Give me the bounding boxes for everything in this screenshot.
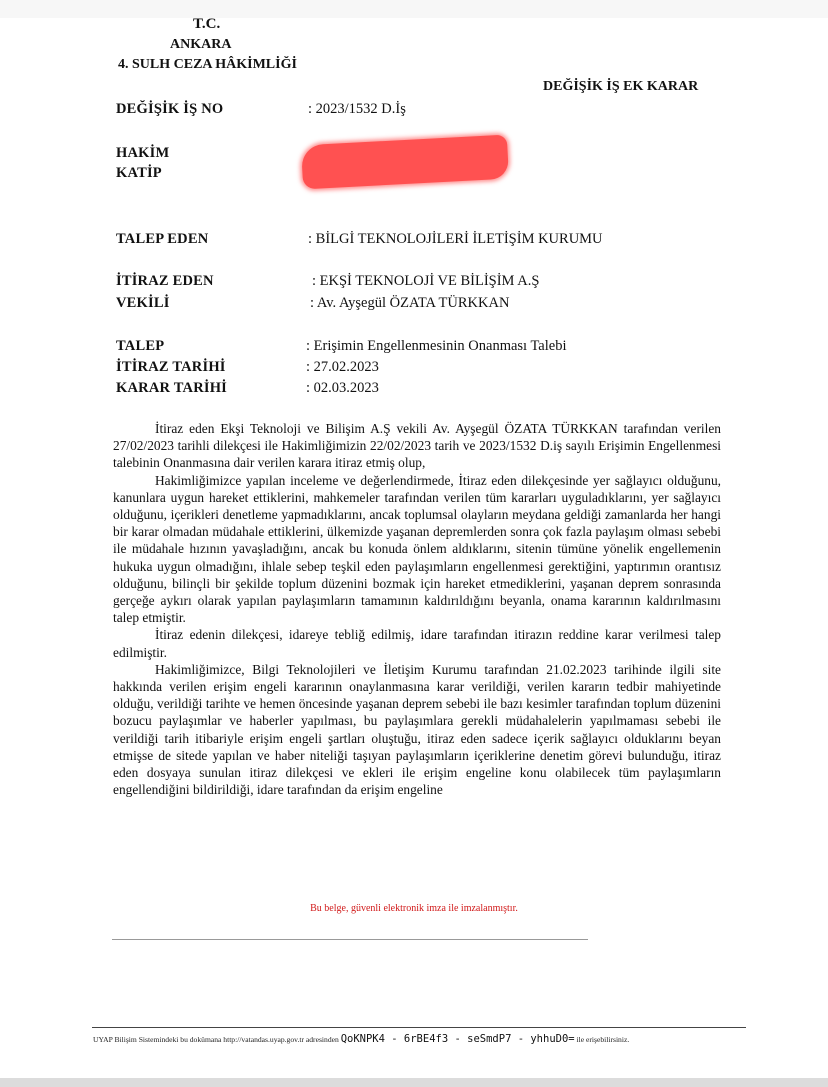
decision-body (113, 420, 721, 798)
body-paragraph-4: Hakimliğimizce, Bilgi Teknolojileri ve İletişim Kurumu tarafından 21.02.2023 tarihinde ilgili site hakkında verilen erişim engeli kararının onaylanmasına karar verildiği, verilen kararın tedbir mahiyetinde olduğu, verildiği tarihte ve hemen öncesinde yaşanan deprem sebebi ile bazı kesimler tarafından toplum düzenini bozucu paylaşımlar ve haberler yapılması, bu paylaşımlara gerekli müdahalelerin yapılmaması sebebi ile verildiği tarih itibariyle erişim engeli şartları oluştuğu, itiraz eden sadece içerik sağlayıcı olduklarını beyan etmişse de sitede yapılan ve haber niteliği taşıyan paylaşımların içeriklerine denetim görevi bulunduğu, itiraz eden dosyaya sunulan itiraz dilekçesi ve ekleri ile erişim engeline konu olabilecek tüm paylaşımların engellendiğini bildirildiği, idare tarafından da erişim engeline (113, 661, 721, 798)
attorney-value: : Av. Ayşegül ÖZATA TÜRKKAN (310, 295, 510, 311)
footer-divider (92, 1027, 746, 1028)
case-no-value: : 2023/1532 D.İş (308, 101, 406, 117)
bottom-edge (0, 1078, 828, 1087)
requester-label: TALEP EDEN (116, 231, 209, 247)
document-title: DEĞİŞİK İŞ EK KARAR (543, 79, 699, 94)
objector-value: : EKŞİ TEKNOLOJİ VE BİLİŞİM A.Ş (312, 273, 540, 289)
decision-date-label: KARAR TARİHİ (116, 380, 228, 396)
objection-date-value: : 27.02.2023 (306, 359, 379, 375)
clerk-label: KATİP (116, 165, 162, 181)
objector-label: İTİRAZ EDEN (116, 273, 214, 289)
signature-line (112, 939, 588, 940)
body-paragraph-2: Hakimliğimizce yapılan inceleme ve değerlendirmede, İtiraz eden dilekçesinde yer sağlayıcı olduğunu, kanunlara uygun hareket ettiklerini, mahkemeler tarafından verilen tüm kararları uyguladıklarını, yer sağlayıcı olduğunu, içerikleri denetleme yapmadıklarını, ancak toplumsal olayların meydana geldiği zamanlarda her hangi bir karar olmadan müdahale ettiklerini, ülkemizde yaşanan depremlerden sonra çok fazla paylaşım olması sebebi ile müdahale hızının yavaşladığını, ancak bu konuda önlem aldıklarını, sitenin tümüne yönelik engellemenin hukuka uygun olmadığını, ihlale sebep teşkil eden paylaşımların engellenmesi gerektiğini, yaptırımın orantısız olduğunu, bilinçli bir şekilde toplum düzenini bozmak için hareket etmediklerini, yaşanan deprem sonrasında gerçeğe aykırı olarak yapılan paylaşımların tamamının kaldırıldığını beyanla, onama kararının kaldırılmasını talep etmiştir. (113, 472, 721, 626)
footer-prefix: UYAP Bilişim Sistemindeki bu dokümana http://vatandas.uyap.gov.tr adresinden (93, 1035, 339, 1044)
request-label: TALEP (116, 338, 165, 354)
objection-date-label: İTİRAZ TARİHİ (116, 359, 226, 375)
requester-value: : BİLGİ TEKNOLOJİLERİ İLETİŞİM KURUMU (308, 231, 603, 247)
footer-access-code: QoKNPK4 - 6rBE4f3 - seSmdP7 - yhhuD0= (340, 1033, 575, 1045)
attorney-label: VEKİLİ (116, 295, 170, 311)
judge-label: HAKİM (116, 145, 170, 161)
case-no-label: DEĞİŞİK İŞ NO (116, 101, 224, 117)
header-city: ANKARA (170, 37, 232, 52)
redaction-mark (301, 135, 509, 190)
top-strip (0, 0, 828, 18)
esign-notice: Bu belge, güvenli elektronik imza ile imzalanmıştır. (310, 903, 518, 914)
body-paragraph-3: İtiraz edenin dilekçesi, idareye tebliğ edilmiş, idare tarafından itirazın reddine karar verilmesi talep edilmiştir. (113, 627, 721, 660)
body-paragraph-1: İtiraz eden Ekşi Teknoloji ve Bilişim A.Ş vekili Av. Ayşegül ÖZATA TÜRKKAN tarafından verilen 27/02/2023 tarihli dilekçesi ile Hakimliğimizin 22/02/2023 tarih ve 2023/1532 D.iş sayılı Erişimin Engellenmesi talebinin Onanmasına dair verilen karara itiraz etmiş olup, (113, 421, 721, 471)
footer-suffix: ile erişebilirsiniz. (576, 1035, 630, 1044)
footer (93, 1033, 753, 1045)
header-tc: T.C. (193, 16, 221, 32)
request-value: : Erişimin Engellenmesinin Onanması Talebi (306, 338, 567, 354)
header-court: 4. SULH CEZA HÂKİMLİĞİ (118, 57, 297, 72)
decision-date-value: : 02.03.2023 (306, 380, 379, 396)
